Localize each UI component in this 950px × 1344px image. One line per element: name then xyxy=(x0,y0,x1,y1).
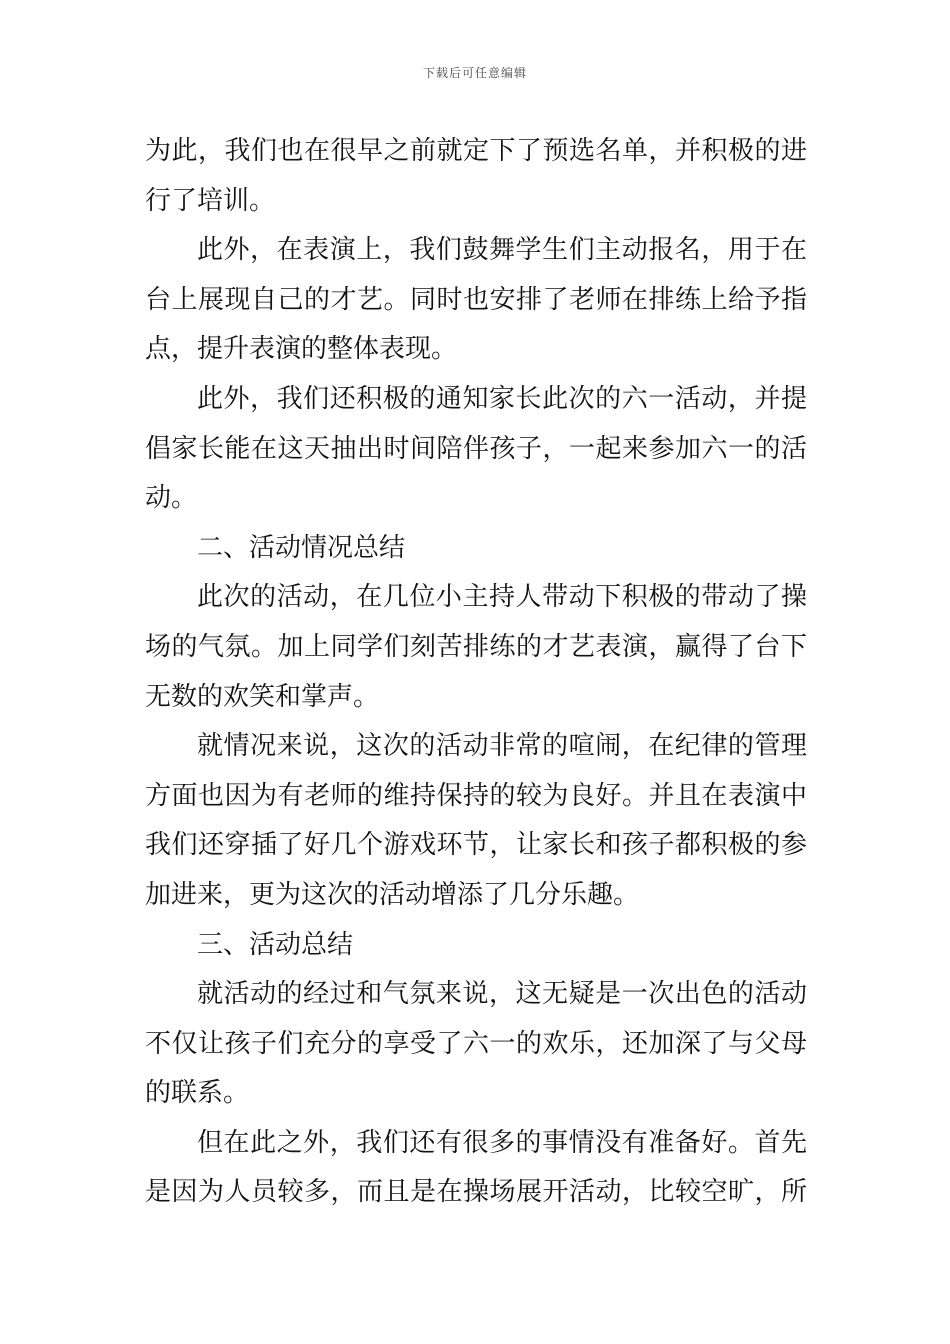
text-line: 我们还穿插了好几个游戏环节，让家长和孩子都积极的参 xyxy=(145,830,807,861)
text-line: 倡家长能在这天抽出时间陪伴孩子，一起来参加六一的活 xyxy=(145,433,807,464)
text-line: 不仅让孩子们充分的享受了六一的欢乐，还加深了与父母 xyxy=(145,1028,807,1059)
text-line: 此外，我们还积极的通知家长此次的六一活动，并提 xyxy=(197,383,807,414)
text-line: 点，提升表演的整体表现。 xyxy=(145,334,458,365)
text-line: 的联系。 xyxy=(145,1078,250,1109)
text-line: 三、活动总结 xyxy=(197,929,354,960)
text-line: 场的气氛。加上同学们刻苦排练的才艺表演，赢得了台下 xyxy=(145,631,807,662)
text-line: 就活动的经过和气氛来说，这无疑是一次出色的活动 xyxy=(197,979,807,1010)
text-line: 行了培训。 xyxy=(145,185,276,216)
text-line: 此次的活动，在几位小主持人带动下积极的带动了操 xyxy=(197,582,807,613)
text-line: 为此，我们也在很早之前就定下了预选名单，并积极的进 xyxy=(145,136,807,166)
text-line: 方面也因为有老师的维持保持的较为良好。并且在表演中 xyxy=(145,780,807,811)
page-header: 下载后可任意编辑 xyxy=(422,66,527,80)
text-line: 二、活动情况总结 xyxy=(197,532,406,563)
text-line: 但在此之外，我们还有很多的事情没有准备好。首先 xyxy=(197,1127,807,1158)
text-line: 台上展现自己的才艺。同时也安排了老师在排练上给予指 xyxy=(145,284,807,315)
text-line: 加进来，更为这次的活动增添了几分乐趣。 xyxy=(145,879,640,910)
text-line: 无数的欢笑和掌声。 xyxy=(145,681,380,712)
document-body xyxy=(145,127,807,1218)
text-line: 就情况来说，这次的活动非常的喧闹，在纪律的管理 xyxy=(197,731,807,762)
text-line: 此外，在表演上，我们鼓舞学生们主动报名，用于在 xyxy=(197,235,807,266)
text-line: 动。 xyxy=(145,483,198,514)
text-line: 是因为人员较多，而且是在操场展开活动，比较空旷，所 xyxy=(145,1177,807,1208)
